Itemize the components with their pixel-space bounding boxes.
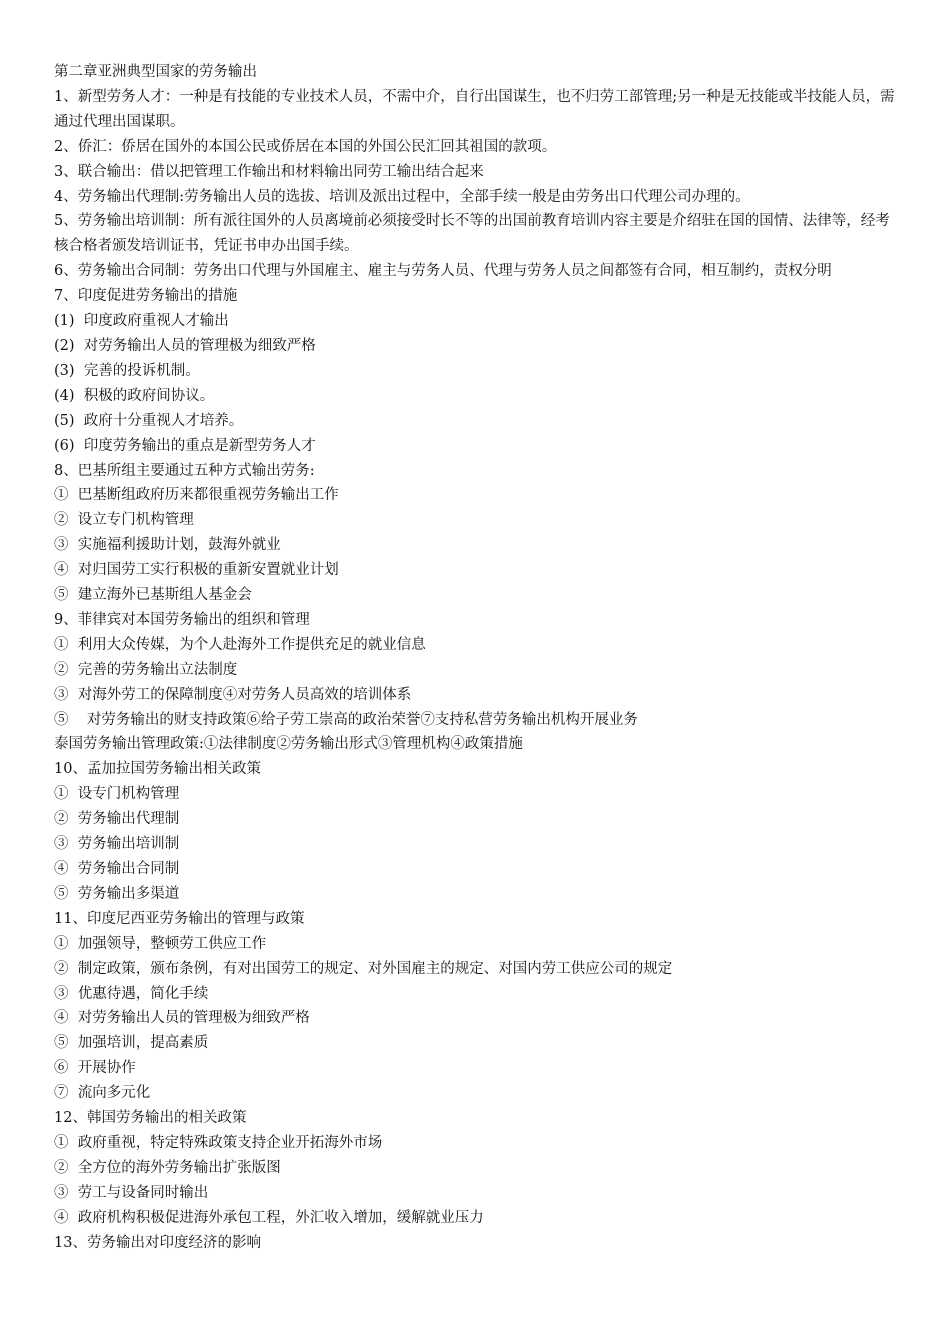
section-11-heading: 11、印度尼西亚劳务输出的管理与政策 bbox=[54, 910, 305, 927]
list-item: ① 设专门机构管理 bbox=[54, 786, 180, 803]
item-6-definition: 6、劳务输出合同制：劳务出口代理与外国雇主、雇主与劳务人员、代理与劳务人员之间都签有合同，相互制约，责权分明 bbox=[54, 263, 832, 280]
list-item: ② 劳务输出代理制 bbox=[54, 811, 180, 828]
list-item: (5) 政府十分重视人才培养。 bbox=[54, 412, 244, 429]
list-item: ③ 对海外劳工的保障制度④对劳务人员高效的培训体系 bbox=[54, 686, 412, 703]
list-item: ③ 实施福利援助计划，鼓海外就业 bbox=[54, 537, 281, 554]
list-item: ③ 优惠待遇，简化手续 bbox=[54, 985, 209, 1002]
list-item: ① 利用大众传媒，为个人赴海外工作提供充足的就业信息 bbox=[54, 636, 426, 653]
item-3-definition: 3、联合输出：借以把管理工作输出和材料输出同劳工输出结合起来 bbox=[54, 163, 484, 180]
list-item: ③ 劳务输出培训制 bbox=[54, 836, 180, 853]
section-10-heading: 10、孟加拉国劳务输出相关政策 bbox=[54, 761, 261, 778]
thailand-policy-line: 泰国劳务输出管理政策:①法律制度②劳务输出形式③管理机构④政策措施 bbox=[54, 736, 523, 753]
list-item: ② 制定政策，颁布条例，有对出国劳工的规定、对外国雇主的规定、对国内劳工供应公司的规定 bbox=[54, 960, 673, 977]
list-item: ① 加强领导，整顿劳工供应工作 bbox=[54, 935, 267, 952]
list-item: (4) 积极的政府间协议。 bbox=[54, 387, 215, 404]
item-4-definition: 4、劳务输出代理制:劳务输出人员的选拔、培训及派出过程中，全部手续一般是由劳务出口代理公司办理的。 bbox=[54, 188, 750, 205]
list-item: (2) 对劳务输出人员的管理极为细致严格 bbox=[54, 337, 316, 354]
list-item: ④ 对劳务输出人员的管理极为细致严格 bbox=[54, 1010, 310, 1027]
item-5-definition: 5、劳务输出培训制：所有派往国外的人员离境前必须接受时长不等的出国前教育培训内容主要是介绍驻在国的国情、法律等，经考核合格者颁发培训证书，凭证书申办出国手续。 bbox=[54, 213, 890, 255]
list-item: (6) 印度劳务输出的重点是新型劳务人才 bbox=[54, 437, 316, 454]
list-item: ⑤ 建立海外已基斯组人基金会 bbox=[54, 587, 252, 604]
list-item: ④ 劳务输出合同制 bbox=[54, 861, 180, 877]
list-item: ④ 对归国劳工实行积极的重新安置就业计划 bbox=[54, 562, 339, 579]
list-item: (1) 印度政府重视人才输出 bbox=[54, 313, 229, 330]
chapter-title: 第二章亚洲典型国家的劳务输出 bbox=[54, 64, 257, 80]
list-item: ⑤ 劳务输出多渠道 bbox=[54, 885, 180, 902]
item-1-definition: 1、新型劳务人才：一种是有技能的专业技术人员，不需中介，自行出国谋生，也不归劳工部管理;另一种是无技能或半技能人员，需通过代理出国谋职。 bbox=[54, 88, 895, 130]
list-item: ⑤ 对劳务输出的财支持政策⑥给子劳工崇高的政治荣誉⑦支持私营劳务输出机构开展业务 bbox=[54, 711, 638, 728]
list-item: ② 全方位的海外劳务输出扩张版图 bbox=[54, 1159, 281, 1176]
section-7-heading: 7、印度促进劳务输出的措施 bbox=[54, 288, 238, 305]
list-item: ② 设立专门机构管理 bbox=[54, 512, 194, 529]
list-item: ① 巴基断组政府历来都很重视劳务输出工作 bbox=[54, 487, 339, 504]
section-8-heading: 8、巴基所组主要通过五种方式输出劳务: bbox=[54, 462, 315, 479]
list-item: ③ 劳工与设备同时输出 bbox=[54, 1184, 209, 1201]
list-item: ⑤ 加强培训，提高素质 bbox=[54, 1035, 209, 1052]
list-item: ① 政府重视，特定特殊政策支持企业开拓海外市场 bbox=[54, 1134, 383, 1151]
item-2-definition: 2、侨汇：侨居在国外的本国公民或侨居在本国的外国公民汇回其祖国的款项。 bbox=[54, 138, 557, 155]
list-item: ⑥ 开展协作 bbox=[54, 1060, 136, 1077]
list-item: (3) 完善的投诉机制。 bbox=[54, 362, 200, 379]
list-item: ⑦ 流向多元化 bbox=[54, 1085, 151, 1102]
section-13-heading: 13、劳务输出对印度经济的影响 bbox=[54, 1234, 261, 1251]
list-item: ④ 政府机构积极促进海外承包工程，外汇收入增加，缓解就业压力 bbox=[54, 1209, 484, 1226]
list-item: ② 完善的劳务输出立法制度 bbox=[54, 661, 238, 678]
section-9-heading: 9、菲律宾对本国劳务输出的组织和管理 bbox=[54, 611, 310, 628]
document-page bbox=[54, 60, 902, 1256]
section-12-heading: 12、韩国劳务输出的相关政策 bbox=[54, 1110, 247, 1127]
